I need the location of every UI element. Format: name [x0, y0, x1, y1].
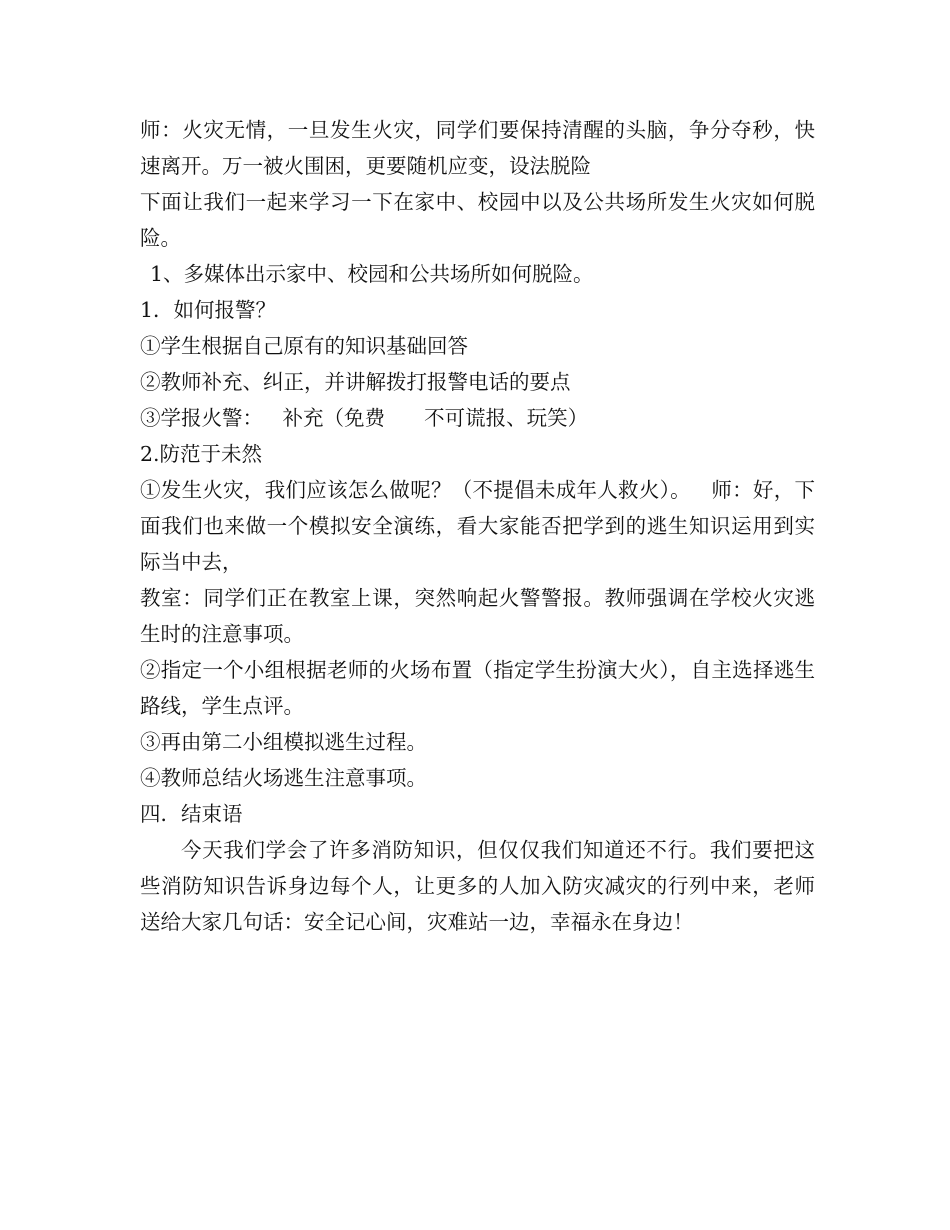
list-item-group-drill: ②指定一个小组根据老师的火场布置（指定学生扮演大火），自主选择逃生路线，学生点评。: [140, 658, 815, 718]
list-item-report-fire: ③学报火警： 补充（免费 不可谎报、玩笑）: [140, 406, 589, 430]
list-item-teacher-summary: ④教师总结火场逃生注意事项。: [140, 766, 427, 790]
heading-prevention: 2.防范于未然: [140, 442, 263, 466]
list-item-teacher-supplement: ②教师补充、纠正，并讲解拨打报警电话的要点: [140, 370, 571, 394]
paragraph-conclusion: 今天我们学会了许多消防知识，但仅仅我们知道还不行。我们要把这些消防知识告诉身边每个人，让更多的人加入防灾减灾的行列中来，老师送给大家几句话：安全记心间，灾难站一边，幸福永在身边！: [140, 838, 815, 934]
list-item-student-answer: ①学生根据自己原有的知识基础回答: [140, 334, 468, 358]
heading-how-to-report: 1．如何报警？: [140, 298, 277, 322]
paragraph-classroom-scenario: 教室：同学们正在教室上课，突然响起火警警报。教师强调在学校火灾逃生时的注意事项。: [140, 586, 815, 646]
list-item-fire-response: ①发生火灾，我们应该怎么做呢？（不提倡未成年人救火）。 师：好，下面我们也来做一个模拟安全演练，看大家能否把学到的逃生知识运用到实际当中去，: [140, 478, 815, 574]
paragraph-teacher-intro: 师：火灾无情，一旦发生火灾，同学们要保持清醒的头脑，争分夺秒，快速离开。万一被火围困，更要随机应变，设法脱险: [140, 118, 815, 178]
paragraph-multimedia: 1、多媒体出示家中、校园和公共场所如何脱险。: [150, 262, 594, 286]
heading-conclusion: 四．结束语: [140, 802, 243, 826]
list-item-second-group: ③再由第二小组模拟逃生过程。: [140, 730, 427, 754]
paragraph-learning-intro: 下面让我们一起来学习一下在家中、校园中以及公共场所发生火灾如何脱险。: [140, 190, 815, 250]
document-page: [140, 112, 815, 940]
